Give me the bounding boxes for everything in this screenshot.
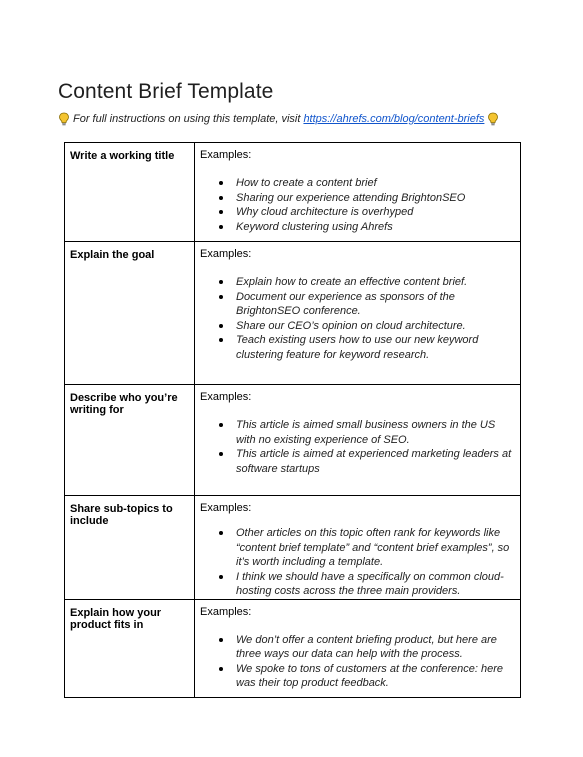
intro-text: For full instructions on using this template, visit [73, 113, 301, 125]
row-content-cell[interactable] [195, 143, 521, 242]
bullet-icon [219, 324, 223, 328]
row-label: Explain the goal [70, 249, 155, 261]
list-item: We don’t offer a content briefing product, but here are three ways our data can help with the process. [236, 633, 512, 662]
bullet-icon [219, 295, 223, 299]
examples-list [195, 275, 520, 362]
table-row [65, 385, 521, 496]
list-item: Share our CEO’s opinion on cloud architecture. [236, 319, 512, 334]
examples-list [195, 526, 520, 599]
examples-list [195, 176, 520, 234]
examples-list [195, 633, 520, 691]
document-title: Content Brief Template [58, 80, 274, 103]
instructions-link[interactable]: https://ahrefs.com/blog/content-briefs [303, 113, 485, 125]
row-label: Explain how your product fits in [70, 606, 162, 631]
bullet-icon [219, 210, 223, 214]
intro-line [58, 112, 499, 126]
row-label-cell[interactable] [65, 143, 195, 242]
bullet-icon [219, 423, 223, 427]
list-item: Other articles on this topic often rank for keywords like “content brief template” and “content brief examples”, so it’s worth including a template. [236, 526, 512, 570]
table-row [65, 496, 521, 600]
list-item: Explain how to create an effective content brief. [236, 275, 512, 290]
bullet-icon [219, 181, 223, 185]
table-row [65, 599, 521, 697]
row-label-cell[interactable] [65, 385, 195, 496]
list-item: This article is aimed at experienced marketing leaders at software startups [236, 447, 512, 476]
table-row [65, 143, 521, 242]
examples-label: Examples: [200, 605, 252, 618]
row-label-cell[interactable] [65, 242, 195, 385]
bullet-icon [219, 638, 223, 642]
list-item: Keyword clustering using Ahrefs [236, 220, 512, 235]
list-item: I think we should have a specifically on common cloud-hosting costs across the three main providers. [236, 570, 512, 599]
bullet-icon [219, 225, 223, 229]
row-label: Write a working title [70, 150, 175, 162]
lightbulb-icon [58, 112, 70, 126]
lightbulb-icon [487, 112, 499, 126]
content-brief-table [64, 142, 521, 698]
bullet-icon [219, 667, 223, 671]
table-row [65, 242, 521, 385]
list-item: This article is aimed small business owners in the US with no existing experience of SEO. [236, 418, 512, 447]
list-item: We spoke to tons of customers at the conference: here was their top product feedback. [236, 662, 512, 691]
list-item: Sharing our experience attending BrightonSEO [236, 191, 512, 206]
bullet-icon [219, 338, 223, 342]
row-label-cell[interactable] [65, 496, 195, 600]
bullet-icon [219, 196, 223, 200]
bullet-icon [219, 452, 223, 456]
bullet-icon [219, 531, 223, 535]
examples-label: Examples: [200, 248, 252, 260]
examples-label: Examples: [200, 391, 252, 403]
row-label: Describe who you’re writing for [70, 392, 178, 416]
examples-list [195, 418, 520, 476]
list-item: Teach existing users how to use our new keyword clustering feature for keyword research. [236, 333, 512, 362]
row-label: Share sub-topics to include [70, 503, 173, 527]
row-content-cell[interactable] [195, 385, 521, 496]
list-item: Document our experience as sponsors of the BrightonSEO conference. [236, 290, 512, 319]
list-item: How to create a content brief [236, 176, 512, 191]
row-content-cell[interactable] [195, 496, 521, 600]
row-content-cell[interactable] [195, 599, 521, 697]
examples-label: Examples: [200, 149, 252, 161]
row-content-cell[interactable] [195, 242, 521, 385]
bullet-icon [219, 575, 223, 579]
list-item: Why cloud architecture is overhyped [236, 205, 512, 220]
examples-label: Examples: [200, 502, 252, 514]
bullet-icon [219, 280, 223, 284]
row-label-cell[interactable] [65, 599, 195, 697]
